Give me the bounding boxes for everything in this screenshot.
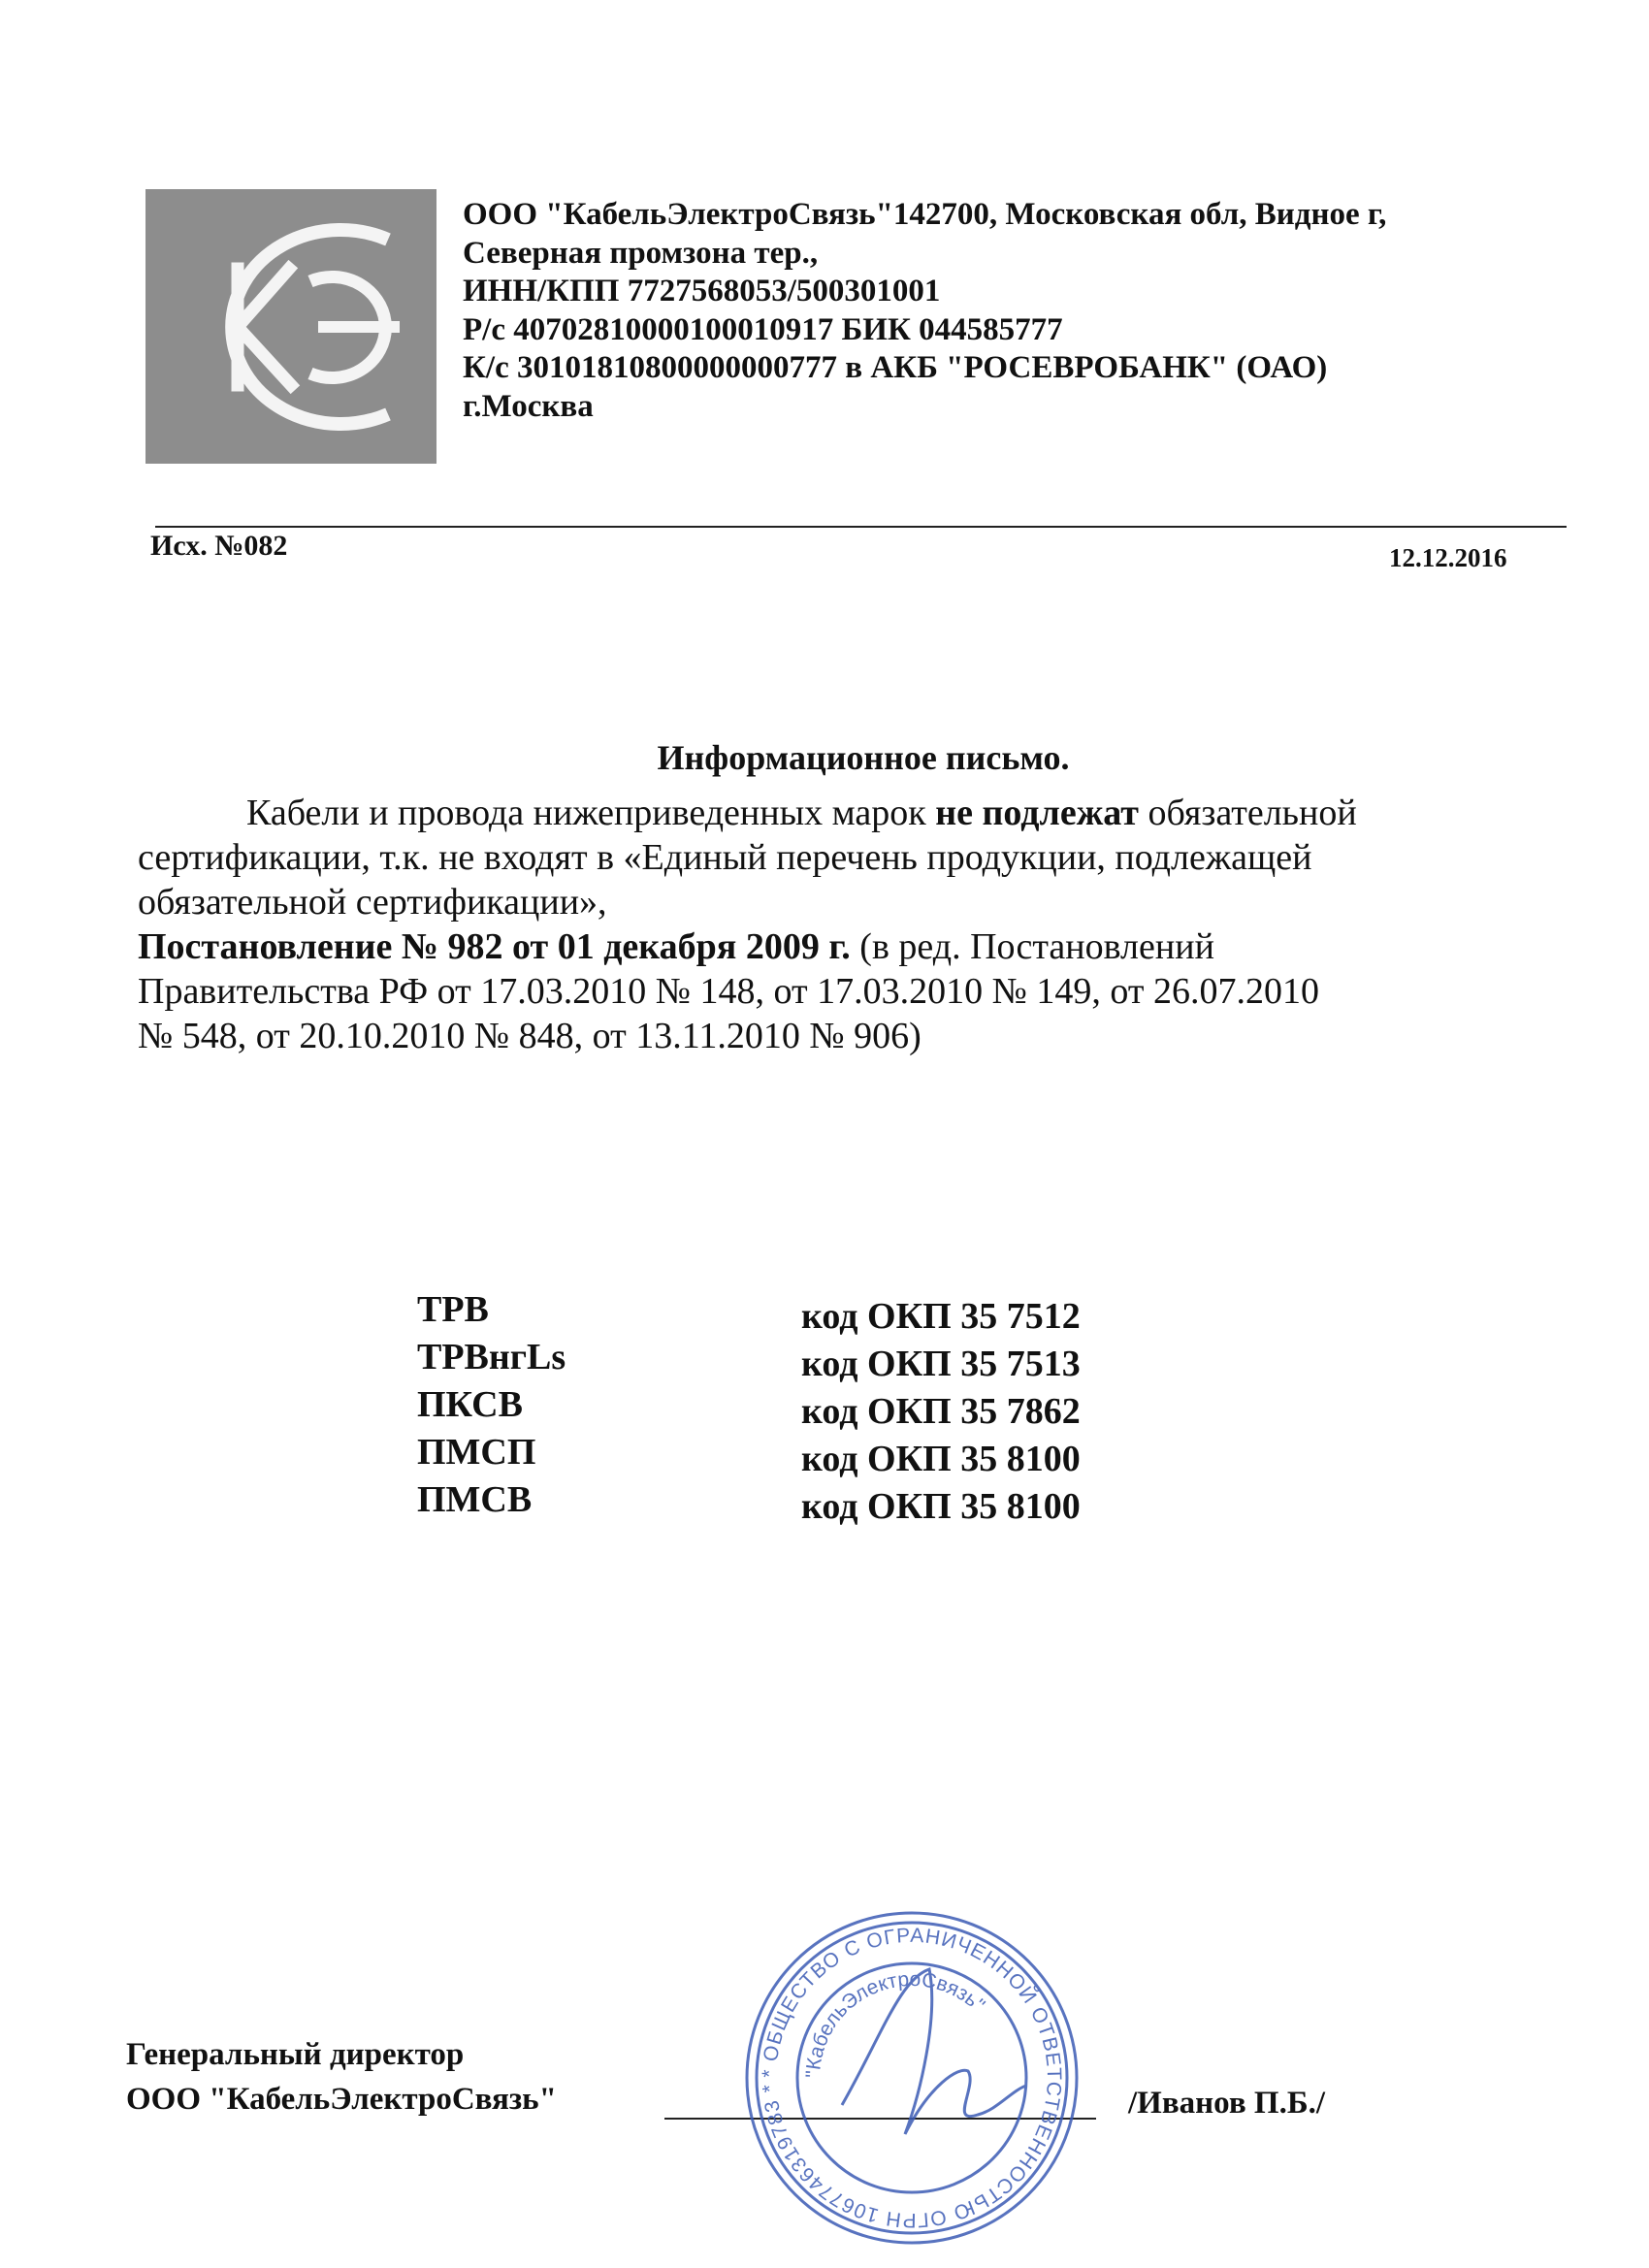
- body-text: (в ред. Постановлений: [850, 926, 1214, 967]
- product-code: код ОКП 35 7862: [801, 1391, 1081, 1432]
- letter-body: [138, 791, 1573, 1058]
- product-code: код ОКП 35 7513: [801, 1344, 1081, 1384]
- product-name: ТРВнгLs: [417, 1337, 566, 1377]
- body-line: № 548, от 20.10.2010 № 848, от 13.11.2010 № 906): [138, 1016, 922, 1056]
- signatory-company: ООО "КабельЭлектроСвязь": [126, 2082, 557, 2117]
- body-text: Кабели и провода нижеприведенных марок: [246, 793, 936, 833]
- body-line: сертификации, т.к. не входят в «Единый перечень продукции, подлежащей: [138, 837, 1312, 878]
- body-line: обязательной сертификации»,: [138, 882, 607, 923]
- body-line: Правительства РФ от 17.03.2010 № 148, от 17.03.2010 № 149, от 26.07.2010: [138, 971, 1319, 1012]
- product-code: код ОКП 35 8100: [801, 1439, 1081, 1479]
- company-line: Северная промзона тер.,: [463, 235, 819, 271]
- product-code: код ОКП 35 8100: [801, 1486, 1081, 1527]
- signatory-title: [126, 2032, 557, 2122]
- product-code: код ОКП 35 7512: [801, 1296, 1081, 1337]
- company-line: Р/с 40702810000100010917 БИК 044585777: [463, 311, 1063, 347]
- product-name: ПМСП: [417, 1432, 536, 1473]
- outgoing-number: Исх. №082: [150, 530, 288, 562]
- product-name: ПКСВ: [417, 1384, 523, 1425]
- header-divider: [155, 526, 1567, 528]
- company-line: К/с 30101810800000000777 в АКБ "РОСЕВРОБАНК" (ОАО): [463, 350, 1328, 385]
- decree-reference: Постановление № 982 от 01 декабря 2009 г.: [138, 926, 851, 967]
- company-logo: [146, 189, 436, 464]
- round-stamp: [735, 1901, 1088, 2254]
- company-line: ИНН/КПП 7727568053/500301001: [463, 274, 941, 308]
- body-line: [138, 924, 1573, 969]
- company-line: ООО "КабельЭлектроСвязь"142700, Московская обл, Видное г,: [463, 197, 1387, 232]
- letter-title: Информационное письмо.: [657, 738, 1070, 777]
- product-name: ПМСВ: [417, 1479, 533, 1520]
- signatory-name: /Иванов П.Б./: [1128, 2086, 1326, 2121]
- stamp-rings: [747, 1913, 1077, 2243]
- round-stamp-icon: [735, 1901, 1088, 2254]
- company-details: [463, 196, 1588, 426]
- company-line: г.Москва: [463, 388, 594, 424]
- letter-date: 12.12.2016: [1389, 543, 1507, 572]
- signatory-position: Генеральный директор: [126, 2037, 465, 2072]
- body-text: обязательной: [1138, 793, 1357, 833]
- kes-logo-icon: [146, 189, 436, 464]
- product-name: ТРВ: [417, 1289, 489, 1330]
- stamp-outer-text: * ОБЩЕСТВО С ОГРАНИЧЕННОЙ ОТВЕТСТВЕННОСТЬЮ ОГРН 1067746319783 *: [758, 1924, 1066, 2232]
- body-line: [138, 791, 1573, 835]
- body-emphasis: не подлежат: [935, 793, 1139, 833]
- stamp-inner-text: "КабельЭлектроСвязь": [801, 1967, 989, 2079]
